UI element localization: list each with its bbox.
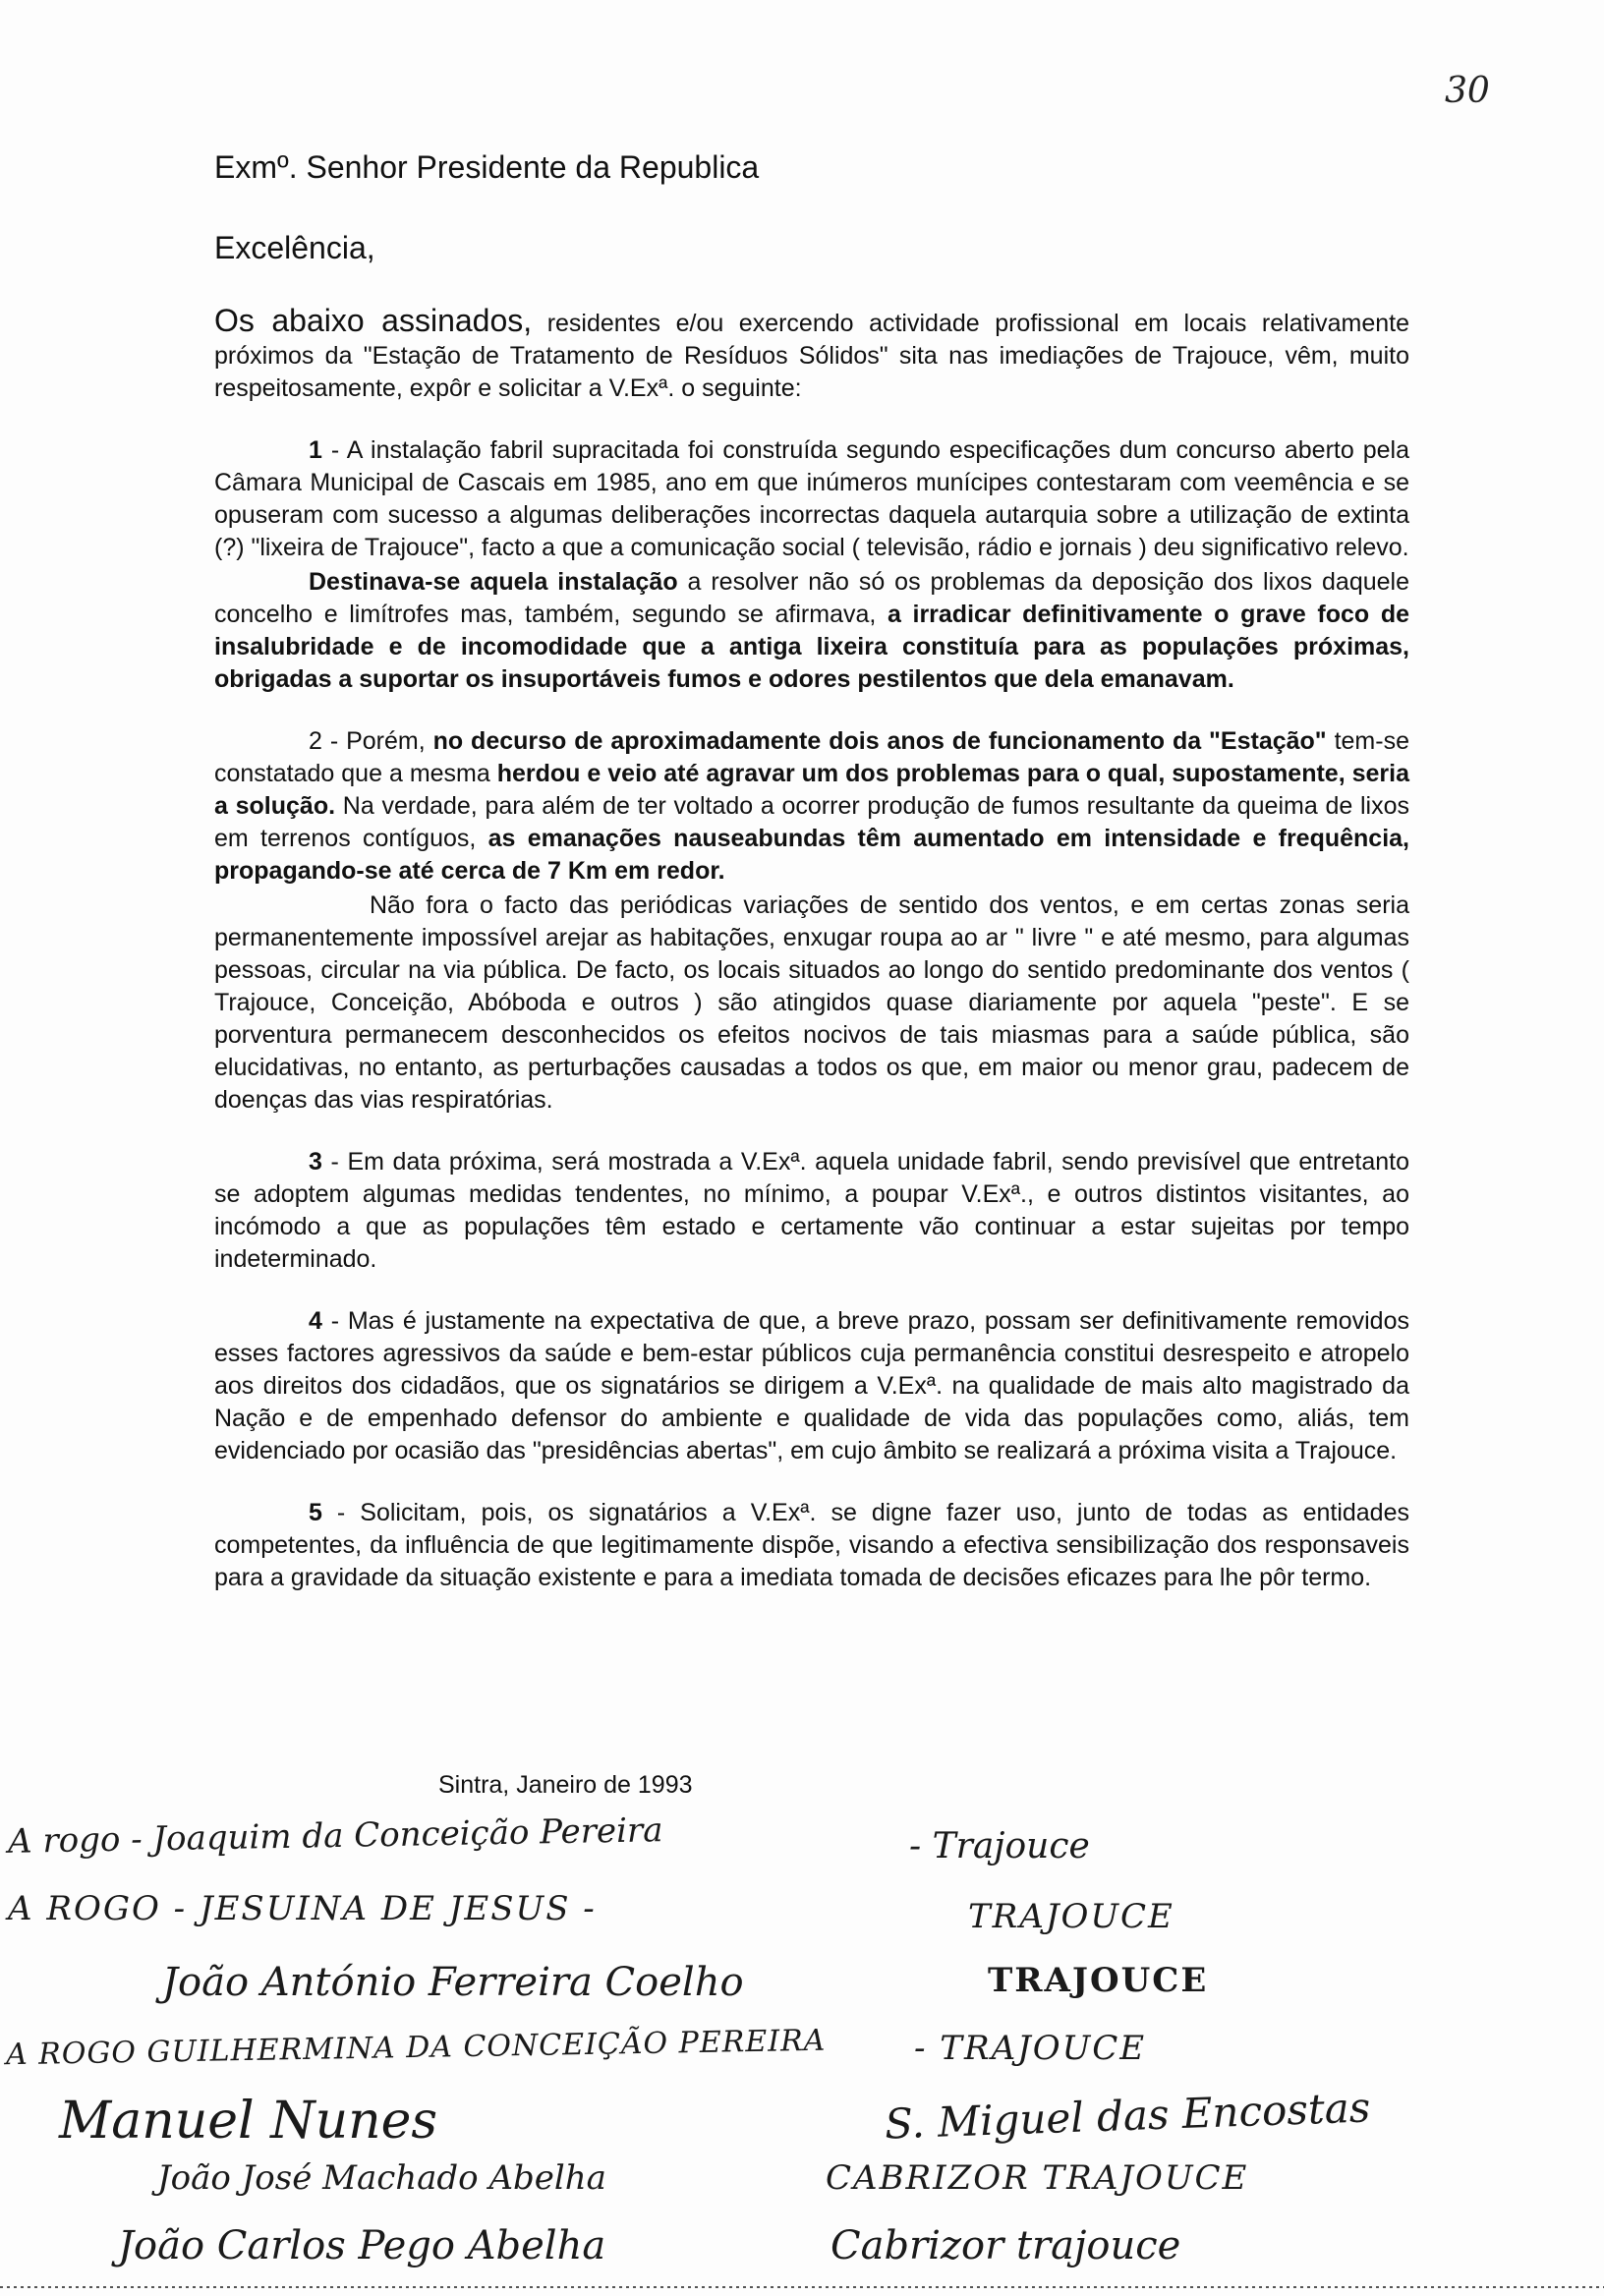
paragraph-4: [214, 1305, 1409, 1467]
signature-name: A rogo - Joaquim da Conceição Pereira: [7, 1810, 663, 1862]
intro-paragraph: [214, 305, 1409, 405]
signature-name: João Carlos Pego Abelha: [118, 2223, 606, 2268]
intro-text: residentes e/ou exercendo actividade profissional em locais relativamente próximos da "Estação de Tratamento de Resíduos Sólidos" sita nas imediações de Trajouce, vêm, muito respeitosamente, expôr e solicitar a V.Exª. o seguinte:: [214, 310, 1410, 402]
salutation: Exmº. Senhor Presidente da Republica: [214, 149, 760, 185]
signature-place: CABRIZOR TRAJOUCE: [826, 2158, 1249, 2198]
paragraph-3: [214, 1146, 1409, 1276]
letter-body: [214, 147, 1409, 1624]
signature-place: - TRAJOUCE: [914, 2029, 1147, 2068]
place-date: Sintra, Janeiro de 1993: [438, 1771, 693, 1799]
paragraph-1-number: 1: [309, 436, 322, 464]
intro-lead: Os abaixo assinados,: [214, 303, 533, 338]
paragraph-5-text: - Solicitam, pois, os signatários a V.Exª. se digne fazer uso, junto de todas as entidades competentes, da influência de que legitimamente dispõe, visando a efectiva sensibilização dos responsaveis para a gravidade da situação existente e para a imediata tomada de decisões eficazes para lhe pôr termo.: [214, 1499, 1409, 1591]
signature-place: Cabrizor trajouce: [831, 2223, 1181, 2268]
signature-name: Manuel Nunes: [59, 2092, 438, 2151]
paragraph-1b-bold: a irradicar definitivamente o grave foco de insalubridade e de incomodidade que a antiga lixeira constituía para as populações próximas, obrigadas a suportar os insuportáveis fumos e odores pestilentos que dela emanavam.: [214, 601, 1409, 693]
paragraph-2-bold-3: as emanações nauseabundas têm aumentado em intensidade e frequência, propagando-se até cerca de 7 Km em redor.: [214, 825, 1409, 885]
paragraph-2-text-3: Na verdade, para além de ter voltado a ocorrer produção de fumos resultante da queima de lixos em terrenos contíguos,: [214, 792, 1409, 852]
paragraph-3-number: 3: [309, 1148, 322, 1176]
paragraph-1b: [214, 566, 1409, 696]
paragraph-2-number: 2: [309, 727, 322, 755]
paragraph-1b-lead: Destinava-se aquela instalação: [309, 568, 678, 596]
signature-name: João José Machado Abelha: [157, 2158, 606, 2198]
paragraph-4-number: 4: [309, 1307, 322, 1335]
scan-edge-divider: [0, 2286, 1604, 2288]
paragraph-5-number: 5: [309, 1499, 322, 1526]
signature-place: - Trajouce: [909, 1826, 1090, 1866]
paragraph-1: [214, 434, 1409, 564]
paragraph-3-text: - Em data próxima, será mostrada a V.Exª. aquela unidade fabril, sendo previsível que entretanto se adoptem algumas medidas tendentes, no mínimo, a poupar V.Exª., e outros distintos visitantes, ao incómodo a que as populações têm estado e certamente vão continuar a estar sujeitas por tempo indeterminado.: [214, 1148, 1409, 1273]
signature-name: A ROGO - JESUINA DE JESUS -: [8, 1889, 597, 1928]
paragraph-2-bold-1: no decurso de aproximadamente dois anos de funcionamento da "Estação": [432, 727, 1327, 755]
paragraph-1-text: - A instalação fabril supracitada foi construída segundo especificações dum concurso aberto pela Câmara Municipal de Cascais em 1985, ano em que inúmeros munícipes contestaram com veemência e se opuseram com sucesso a algumas deliberações incorrectas daquela autarquia sobre a utilização de extinta (?) "lixeira de Trajouce", facto a que a comunicação social ( televisão, rádio e jornais ) deu significativo relevo.: [214, 436, 1409, 561]
signature-name: João António Ferreira Coelho: [162, 1960, 744, 2005]
paragraph-2-bold-2: herdou e veio até agravar um dos problemas para o qual, supostamente, seria a solução.: [214, 760, 1409, 820]
signature-place: TRAJOUCE: [988, 1961, 1209, 2000]
paragraph-2: [214, 725, 1409, 888]
page-number: 30: [1445, 71, 1490, 111]
greeting: Excelência,: [214, 230, 375, 265]
signature-name: A ROGO GUILHERMINA DA CONCEIÇÃO PEREIRA: [5, 2023, 827, 2073]
paragraph-2-text-2: tem-se constatado que a mesma: [214, 727, 1409, 787]
paragraph-4-text: - Mas é justamente na expectativa de que, a breve prazo, possam ser definitivamente removidos esses factores agressivos da saúde e bem-estar públicos cuja permanência constitui desrespeito e atropelo aos direitos dos cidadãos, que os signatários se dirigem a V.Exª. na qualidade de mais alto magistrado da Nação e de empenhado defensor do ambiente e qualidade de vida das populações como, aliás, tem evidenciado por ocasião das "presidências abertas", em cujo âmbito se realizará a próxima visita a Trajouce.: [214, 1307, 1409, 1464]
paragraph-1b-text: a resolver não só os problemas da deposição dos lixos daquele concelho e limítrofes mas, também, segundo se afirmava,: [214, 568, 1409, 628]
paragraph-5: [214, 1497, 1409, 1594]
paragraph-2-continued: Não fora o facto das periódicas variações de sentido dos ventos, e em certas zonas seria permanentemente impossível arejar as habitações, enxugar roupa ao ar " livre " e até mesmo, para algumas pessoas, circular na via pública. De facto, os locais situados ao longo do sentido predominante dos ventos ( Trajouce, Conceição, Abóboda e outros ) são atingidos quase diariamente por aquela "peste". E se porventura permanecem desconhecidos os efeitos nocivos de tais miasmas para a saúde pública, são elucidativas, no entanto, as perturbações causadas a todos os que, em maior ou menor grau, padecem de doenças das vias respiratórias.: [214, 891, 1409, 1114]
paragraph-2-text-1: - Porém,: [321, 727, 433, 755]
signature-place: S. Miguel das Encostas: [884, 2083, 1372, 2149]
signature-place: TRAJOUCE: [968, 1897, 1174, 1936]
